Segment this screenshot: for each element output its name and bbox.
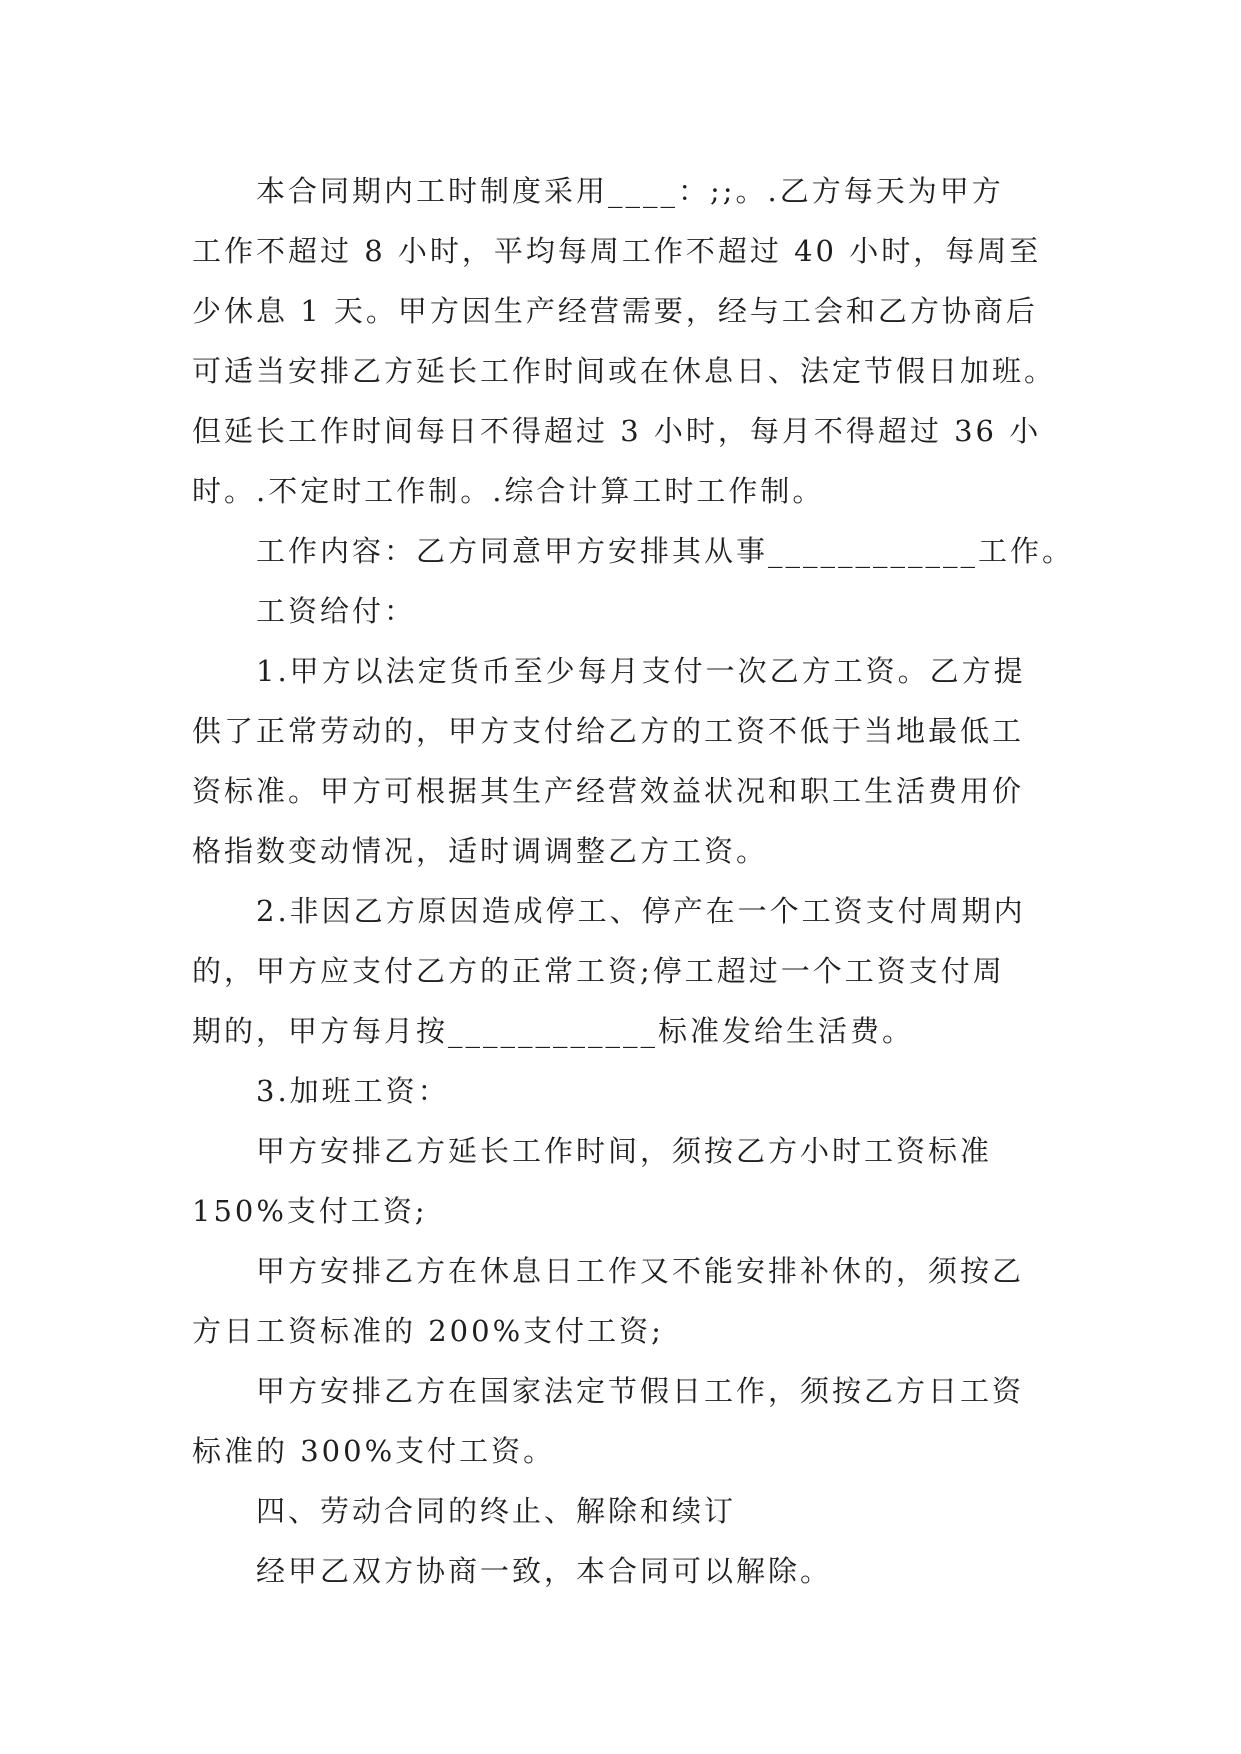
paragraph bbox=[192, 1121, 1052, 1241]
text-line: 工资给付： bbox=[256, 594, 417, 628]
paragraph bbox=[192, 1061, 1052, 1121]
paragraph bbox=[192, 521, 1075, 581]
text-line: 150%支付工资; bbox=[192, 1194, 428, 1228]
text-line: 四、劳动合同的终止、解除和续订 bbox=[256, 1494, 737, 1528]
text-line: 本合同期内工时制度采用____：;;。.乙方每天为甲方 bbox=[256, 174, 1004, 208]
text-line: 时。.不定时工作制。.综合计算工时工作制。 bbox=[192, 474, 825, 508]
paragraph bbox=[192, 1541, 1052, 1601]
text-line: 可适当安排乙方延长工作时间或在休息日、法定节假日加班。 bbox=[192, 354, 1057, 388]
paragraph bbox=[192, 1241, 1052, 1361]
text-line: 期的，甲方每月按____________标准发给生活费。 bbox=[192, 1014, 915, 1048]
text-line: 2.非因乙方原因造成停工、停产在一个工资支付周期内 bbox=[256, 894, 1026, 928]
text-line: 工作不超过 8 小时，平均每周工作不超过 40 小时，每周至 bbox=[192, 234, 1042, 268]
paragraph bbox=[192, 1481, 1052, 1541]
paragraph bbox=[192, 881, 1052, 1061]
text-line: 标准的 300%支付工资。 bbox=[192, 1434, 556, 1468]
text-line: 经甲乙双方协商一致，本合同可以解除。 bbox=[256, 1554, 833, 1588]
text-line: 1.甲方以法定货币至少每月支付一次乙方工资。乙方提 bbox=[256, 654, 1026, 688]
text-line: 甲方安排乙方在国家法定节假日工作，须按乙方日工资 bbox=[256, 1374, 1025, 1408]
text-line: 供了正常劳动的，甲方支付给乙方的工资不低于当地最低工 bbox=[192, 714, 1025, 748]
paragraph bbox=[192, 641, 1052, 881]
text-line: 3.加班工资： bbox=[256, 1074, 450, 1108]
text-line: 工作内容：乙方同意甲方安排其从事____________工作。 bbox=[256, 534, 1075, 568]
text-line: 甲方安排乙方在休息日工作又不能安排补休的，须按乙 bbox=[256, 1254, 1025, 1288]
text-line: 少休息 1 天。甲方因生产经营需要，经与工会和乙方协商后 bbox=[192, 294, 1038, 328]
document-body bbox=[192, 161, 1075, 1601]
text-line: 方日工资标准的 200%支付工资; bbox=[192, 1314, 664, 1348]
text-line: 格指数变动情况，适时调调整乙方工资。 bbox=[192, 834, 769, 868]
paragraph bbox=[192, 581, 1052, 641]
text-line: 但延长工作时间每日不得超过 3 小时，每月不得超过 36 小 bbox=[192, 414, 1042, 448]
text-line: 资标准。甲方可根据其生产经营效益状况和职工生活费用价 bbox=[192, 774, 1025, 808]
paragraph bbox=[192, 1361, 1052, 1481]
text-line: 的，甲方应支付乙方的正常工资;停工超过一个工资支付周 bbox=[192, 954, 1005, 988]
text-line: 甲方安排乙方延长工作时间，须按乙方小时工资标准 bbox=[256, 1134, 993, 1168]
paragraph bbox=[192, 161, 1057, 521]
